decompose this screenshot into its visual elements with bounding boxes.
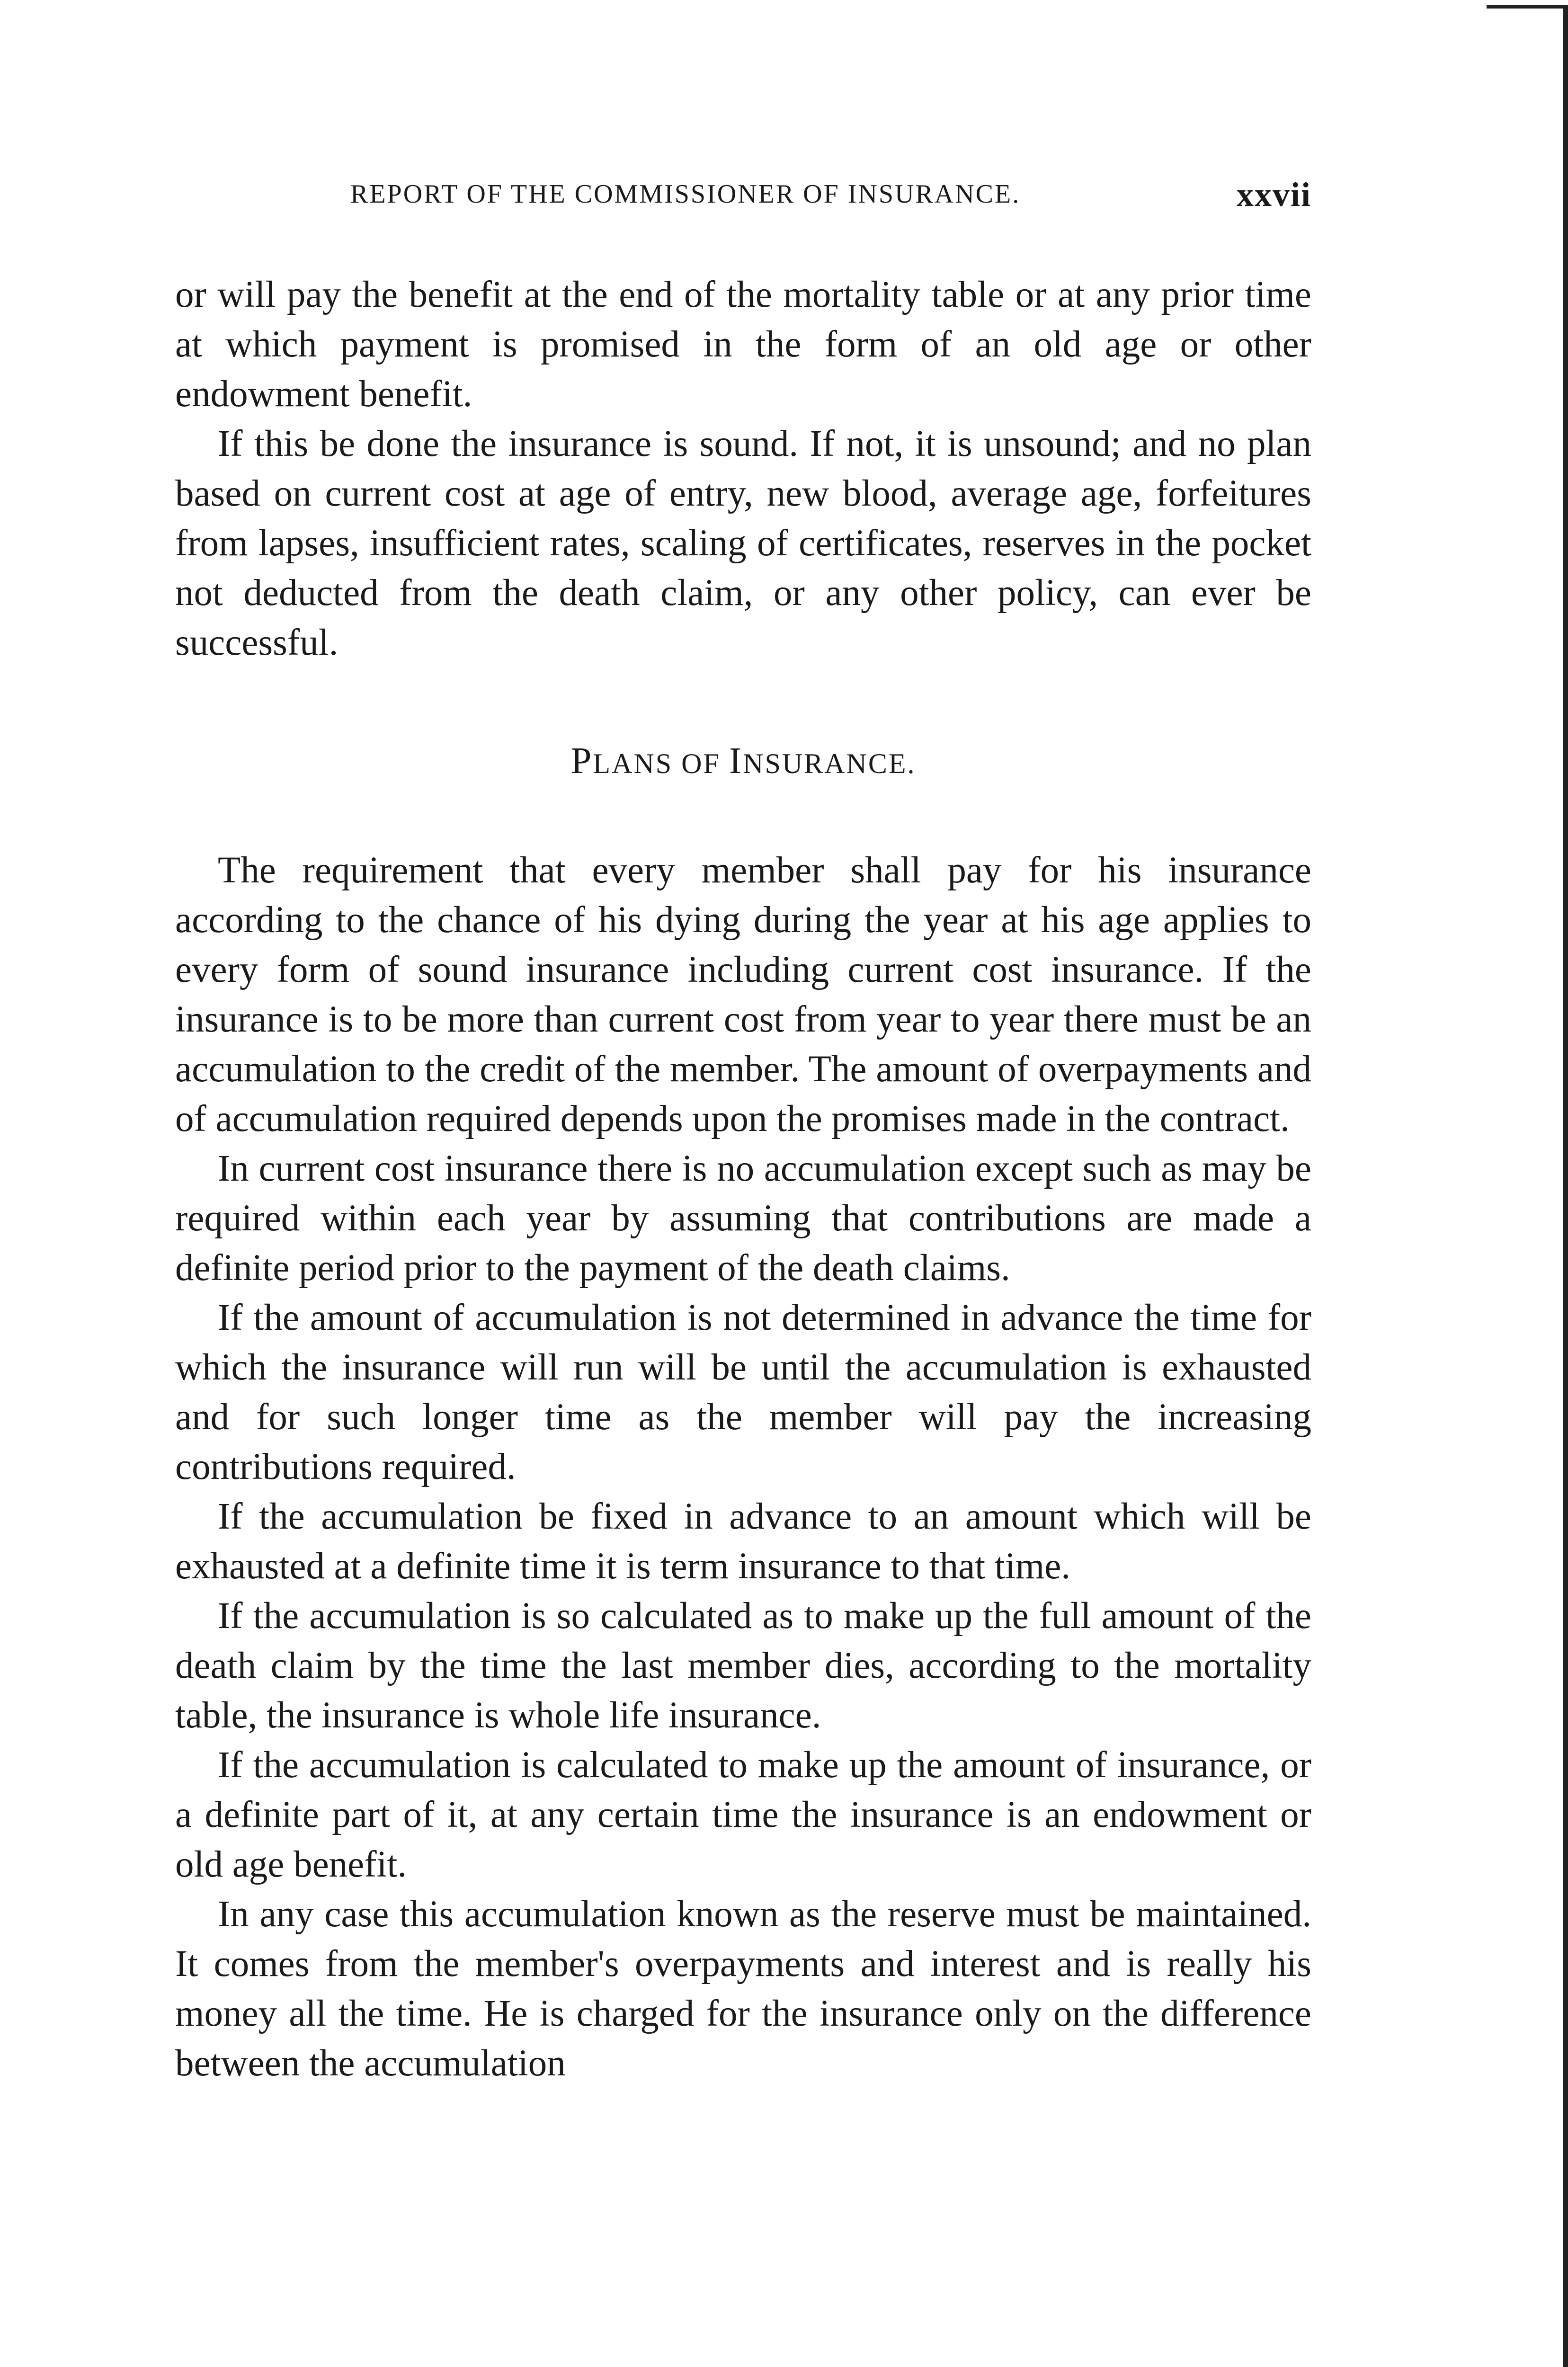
document-page: [175, 175, 1311, 2088]
paragraph: If the accumulation is calculated to make up the amount of insurance, or a definite part of it, at any certain time the insurance is an endowment or old age benefit.: [175, 1744, 1311, 1885]
scan-edge-top: [1487, 5, 1568, 9]
paragraph: In any case this accumulation known as the reserve must be maintained. It comes from the member's overpayments and interest and is really his money all the time. He is charged for the insurance only on the difference between the accumulation: [175, 1894, 1311, 2084]
running-title: REPORT OF THE COMMISSIONER OF INSURANCE.: [350, 179, 1021, 209]
paragraph: If the accumulation is so calculated as to make up the full amount of the death claim by the time the last member dies, according to the mortality table, the insurance is whole life insurance.: [175, 1595, 1311, 1736]
page-number: xxvii: [1236, 176, 1311, 214]
paragraph: If the amount of accumulation is not determined in advance the time for which the insurance will run will be until the accumulation is exhausted and for such longer time as the member will pay the increasing contributions required.: [175, 1297, 1311, 1487]
running-head: [175, 175, 1311, 218]
body-text: [175, 270, 1311, 2088]
paragraph: The requirement that every member shall pay for his insurance according to the chance of his dying during the year at his age applies to every form of sound insurance including current cost insurance. If the insurance is to be more than current cost from year to year there must be an accumulation to the credit of the member. The amount of overpayments and of accumulation required depends upon the promises made in the contract.: [175, 850, 1311, 1139]
heading-initial: P: [570, 740, 593, 782]
heading-text: NSURANCE.: [743, 748, 916, 779]
section-heading: [175, 736, 1311, 789]
scan-edge-right: [1563, 5, 1568, 2367]
heading-initial: I: [729, 740, 743, 782]
paragraph: If the accumulation be fixed in advance to an amount which will be exhausted at a definite time it is term insurance to that time.: [175, 1496, 1311, 1587]
paragraph-continuation: or will pay the benefit at the end of the mortality table or at any prior time at which payment is promised in the form of an old age or other endowment benefit.: [175, 274, 1311, 415]
paragraph: In current cost insurance there is no accumulation except such as may be required within each year by assuming that contributions are made a definite period prior to the payment of the death claims.: [175, 1148, 1311, 1289]
paragraph: If this be done the insurance is sound. If not, it is unsound; and no plan based on current cost at age of entry, new blood, average age, forfeitures from lapses, insufficient rates, scaling of certificates, reserves in the pocket not deducted from the death claim, or any other policy, can ever be successful.: [175, 423, 1311, 663]
heading-text: LANS OF: [593, 748, 729, 779]
